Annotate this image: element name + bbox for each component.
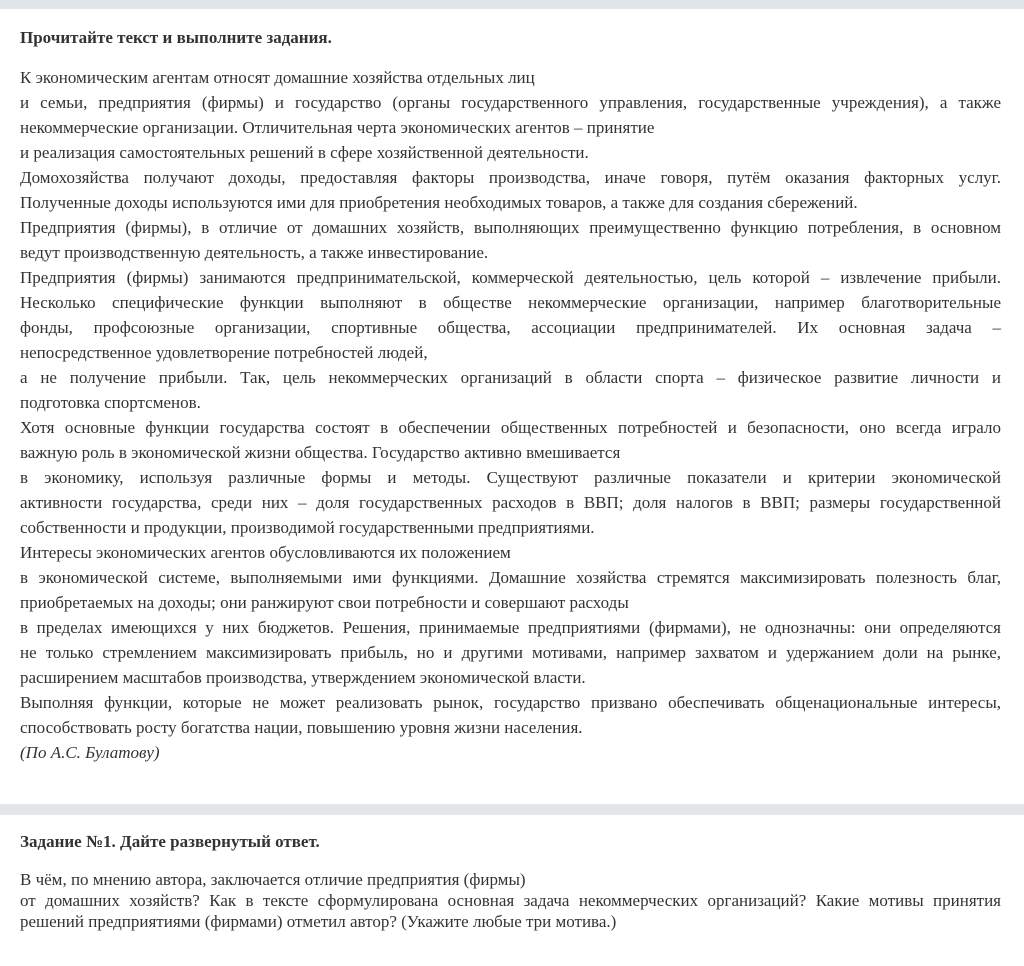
text-line: Несколько специфические функции выполняют в обществе некоммерческие организации, например благотворительные — [20, 293, 1001, 312]
text-line: подготовка спортсменов. — [20, 393, 201, 412]
text-line: непосредственное удовлетворение потребностей людей, — [20, 343, 428, 362]
text-line: в пределах имеющихся у них бюджетов. Решения, принимаемые предприятиями (фирмами), не однозначны: они определяются — [20, 618, 1001, 637]
text-line: Предприятия (фирмы) занимаются предпринимательской, коммерческой деятельностью, цель которой – извлечение прибыли. — [20, 268, 1001, 287]
text-line: приобретаемых на доходы; они ранжируют свои потребности и совершают расходы — [20, 593, 629, 612]
question-line: решений предприятиями (фирмами) отметил автор? (Укажите любые три мотива.) — [20, 912, 617, 931]
task-question — [20, 869, 1001, 932]
text-line: фонды, профсоюзные организации, спортивные общества, ассоциации предпринимателей. Их основная задача – — [20, 318, 1001, 337]
task-card — [20, 831, 1001, 932]
question-line: от домашних хозяйств? Как в тексте сформулирована основная задача некоммерческих организаций? Какие мотивы принятия — [20, 891, 1001, 910]
reading-text — [20, 65, 1001, 765]
text-line: в экономику, используя различные формы и методы. Существуют различные показатели и критерии экономической — [20, 468, 1001, 487]
text-line: способствовать росту богатства нации, повышению уровня жизни населения. — [20, 718, 583, 737]
question-line: В чём, по мнению автора, заключается отличие предприятия (фирмы) — [20, 870, 526, 889]
text-line: и реализация самостоятельных решений в сфере хозяйственной деятельности. — [20, 143, 589, 162]
text-line: Домохозяйства получают доходы, предоставляя факторы производства, иначе говоря, путём оказания факторных услуг. — [20, 168, 1001, 187]
text-line: не только стремлением максимизировать прибыль, но и другими мотивами, например захватом и удержанием доли на рынке, — [20, 643, 1001, 662]
text-line: Полученные доходы используются ими для приобретения необходимых товаров, а также для создания сбережений. — [20, 193, 858, 212]
text-line: расширением масштабов производства, утверждением экономической власти. — [20, 668, 586, 687]
text-line: и семьи, предприятия (фирмы) и государство (органы государственного управления, государственные учреждения), а также — [20, 93, 1001, 112]
text-line: Выполняя функции, которые не может реализовать рынок, государство призвано обеспечивать общенациональные интересы, — [20, 693, 1001, 712]
source-attribution: (По А.С. Булатову) — [20, 743, 160, 762]
top-divider — [0, 0, 1024, 9]
text-line: ведут производственную деятельность, а также инвестирование. — [20, 243, 489, 262]
text-line: Хотя основные функции государства состоят в обеспечении общественных потребностей и безопасности, оно всегда играло — [20, 418, 1001, 437]
text-line: важную роль в экономической жизни общества. Государство активно вмешивается — [20, 443, 621, 462]
text-line: Предприятия (фирмы), в отличие от домашних хозяйств, выполняющих преимущественно функцию потребления, в основном — [20, 218, 1001, 237]
reading-card — [20, 27, 1001, 765]
text-line: некоммерческие организации. Отличительная черта экономических агентов – принятие — [20, 118, 655, 137]
task-heading: Задание №1. Дайте развернутый ответ. — [20, 832, 320, 851]
text-line: собственности и продукции, производимой государственными предприятиями. — [20, 518, 595, 537]
text-line: Интересы экономических агентов обусловливаются их положением — [20, 543, 511, 562]
text-line: а не получение прибыли. Так, цель некоммерческих организаций в области спорта – физическое развитие личности и — [20, 368, 1001, 387]
text-line: активности государства, среди них – доля государственных расходов в ВВП; доля налогов в ВВП; размеры государственной — [20, 493, 1001, 512]
text-line: в экономической системе, выполняемыми ими функциями. Домашние хозяйства стремятся максимизировать полезность благ, — [20, 568, 1001, 587]
text-line: К экономическим агентам относят домашние хозяйства отдельных лиц — [20, 68, 535, 87]
section-divider — [0, 804, 1024, 815]
reading-heading: Прочитайте текст и выполните задания. — [20, 28, 332, 47]
